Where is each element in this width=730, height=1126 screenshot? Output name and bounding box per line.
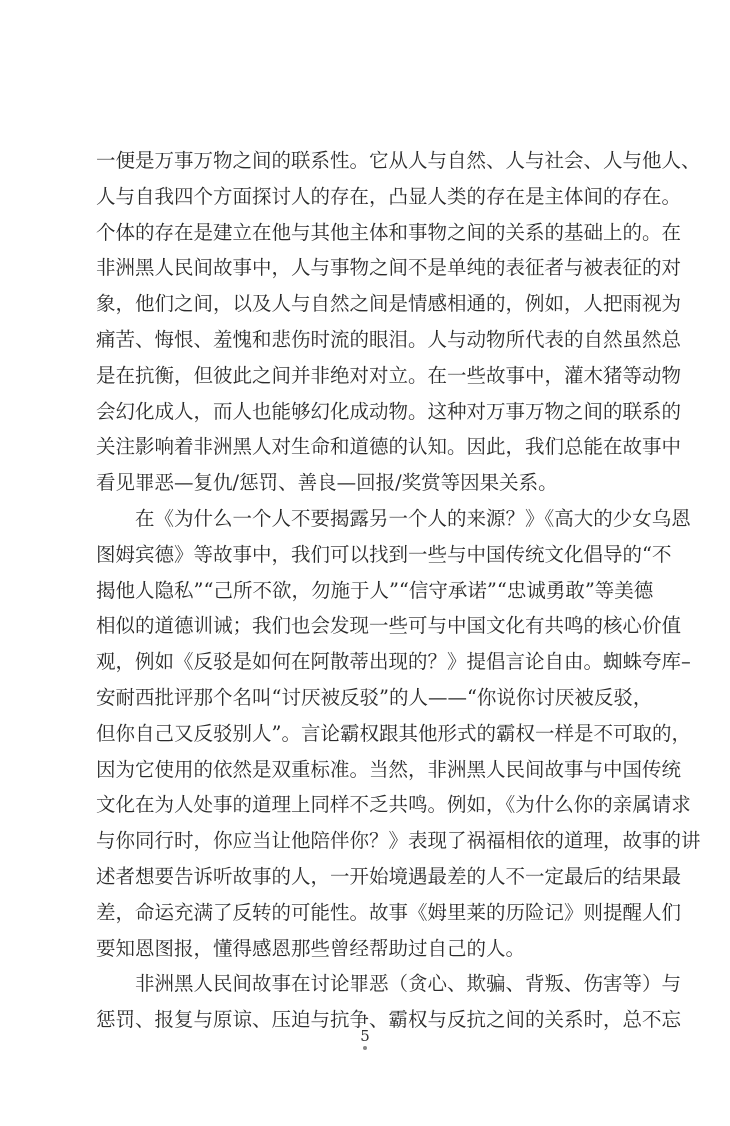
text-line: 看见罪恶—复仇/惩罚、善良—回报/奖赏等因果关系。 <box>96 471 558 495</box>
text-line: 揭他人隐私”“己所不欲，勿施于人”“信守承诺”“忠诚勇敢”等美德 <box>96 578 654 602</box>
text-line-first: 在《为什么一个人不要揭露另一个人的来源？》《高大的少女乌恩 <box>135 506 691 530</box>
text-line: 惩罚、报复与原谅、压迫与抗争、霸权与反抗之间的关系时，总不忘 <box>96 1008 682 1032</box>
text-line: 会幻化成人，而人也能够幻化成动物。这种对万事万物之间的联系的 <box>96 399 682 423</box>
text-line: 一便是万事万物之间的联系性。它从人与自然、人与社会、人与他人、 <box>96 149 701 172</box>
text-line: 个体的存在是建立在他与其他主体和事物之间的关系的基础上的。在 <box>96 220 682 244</box>
text-line: 痛苦、悔恨、羞愧和悲伤时流的眼泪。人与动物所代表的自然虽然总 <box>96 327 682 351</box>
text-line: 相似的道德训诫；我们也会发现一些可与中国文化有共鸣的核心价值 <box>96 614 682 638</box>
text-line: 图姆宾德》等故事中，我们可以找到一些与中国传统文化倡导的“不 <box>96 542 672 566</box>
text-line: 因为它使用的依然是双重标准。当然，非洲黑人民间故事与中国传统 <box>96 757 682 781</box>
page-number-dot <box>363 1046 367 1050</box>
text-line: 安耐西批评那个名叫“讨厌被反驳”的人——“你说你讨厌被反驳， <box>96 685 653 709</box>
text-line: 是在抗衡，但彼此之间并非绝对对立。在一些故事中，灌木猪等动物 <box>96 363 682 387</box>
text-line-first: 非洲黑人民间故事在讨论罪恶（贪心、欺骗、背叛、伤害等）与 <box>135 972 682 996</box>
text-line: 但你自己又反驳别人”。言论霸权跟其他形式的霸权一样是不可取的， <box>96 721 691 745</box>
text-line: 关注影响着非洲黑人对生命和道德的认知。因此，我们总能在故事中 <box>96 435 682 459</box>
text-line: 观，例如《反驳是如何在阿散蒂出现的？》提倡言论自由。蜘蛛夸库– <box>96 650 691 674</box>
paragraph-1 <box>96 143 701 501</box>
text-line: 人与自我四个方面探讨人的存在，凸显人类的存在是主体间的存在。 <box>96 184 682 208</box>
paragraph-2 <box>96 501 701 966</box>
text-line: 差，命运充满了反转的可能性。故事《姆里莱的历险记》则提醒人们 <box>96 900 682 924</box>
text-line: 象，他们之间，以及人与自然之间是情感相通的，例如，人把雨视为 <box>96 292 682 316</box>
text-line: 非洲黑人民间故事中，人与事物之间不是单纯的表征者与被表征的对 <box>96 256 682 280</box>
text-line: 要知恩图报，懂得感恩那些曾经帮助过自己的人。 <box>96 936 526 960</box>
text-line: 文化在为人处事的道理上同样不乏共鸣。例如，《为什么你的亲属请求 <box>96 793 691 817</box>
page-number: 5 <box>360 1027 370 1045</box>
body-text <box>96 143 701 1038</box>
text-line: 述者想要告诉听故事的人，一开始境遇最差的人不一定最后的结果最 <box>96 864 682 888</box>
text-line: 与你同行时，你应当让他陪伴你？》表现了祸福相依的道理，故事的讲 <box>96 829 701 853</box>
